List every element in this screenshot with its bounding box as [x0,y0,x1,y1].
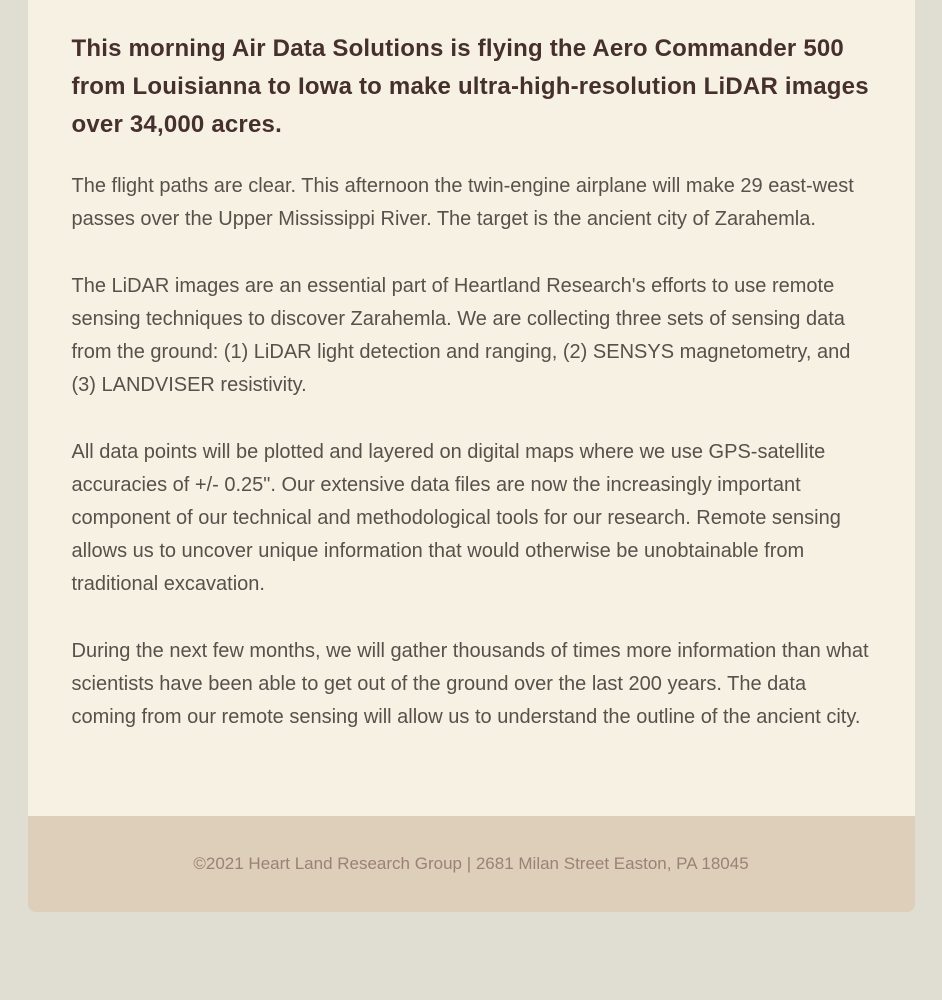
page-footer [28,816,915,912]
article-headline: This morning Air Data Solutions is flying the Aero Commander 500 from Louisianna to Iowa to make ultra-high-resolution LiDAR images over 34,000 acres. [71,35,869,138]
article-paragraph-2: The LiDAR images are an essential part of Heartland Research's efforts to use remote sensing techniques to discover Zarahemla. We are collecting three sets of sensing data from the ground: (1) LiDAR light detection and ranging, (2) SENSYS magnetometry, and (3) LANDVISER resistivity. [71,275,851,396]
newsletter-page [28,0,915,912]
article-paragraph-3: All data points will be plotted and layered on digital maps where we use GPS-satellite accuracies of +/- 0.25". Our extensive data files are now the increasingly important component of our technical and methodological tools for our research. Remote sensing allows us to uncover unique information that would otherwise be unobtainable from traditional excavation. [71,441,841,595]
article-paragraph-4: During the next few months, we will gather thousands of times more information than what scientists have been able to get out of the ground over the last 200 years. The data coming from our remote sensing will allow us to understand the outline of the ancient city. [71,640,869,728]
article-paragraph-1: The flight paths are clear. This afternoon the twin-engine airplane will make 29 east-west passes over the Upper Mississippi River. The target is the ancient city of Zarahemla. [71,175,854,230]
copyright-address-text: ©2021 Heart Land Research Group | 2681 Milan Street Easton, PA 18045 [193,854,749,873]
article-body [28,0,915,816]
